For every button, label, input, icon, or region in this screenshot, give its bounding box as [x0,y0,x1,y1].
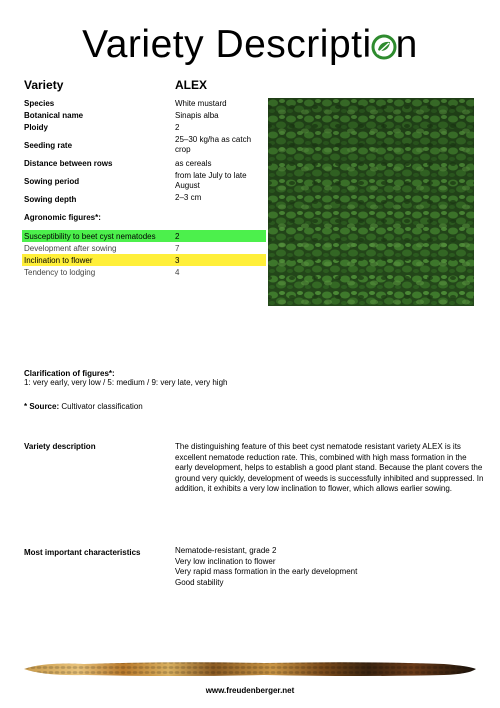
list-item: Very rapid mass formation in the early development [175,567,358,576]
agronomic-heading: Agronomic figures*: [24,213,101,222]
list-item: Good stability [175,577,224,587]
agronomic-label: Tendency to lodging [24,268,96,277]
detail-label: Botanical name [24,111,84,120]
clarification-heading: Clarification of figures*: [24,369,115,378]
page-title-text-start: Variety Descripti [82,23,372,66]
clarification-text: 1: very early, very low / 5: medium / 9: very late, very high [24,378,228,387]
agronomic-value: 4 [175,268,180,277]
agronomic-label: Development after sowing [24,244,117,253]
detail-value: 25–30 kg/ha as catch crop [175,135,252,154]
mustard-field-photo [268,98,474,306]
footer-url[interactable]: www.freudenberger.net [205,686,295,695]
detail-label: Ploidy [24,123,49,132]
detail-label: Sowing period [24,177,80,186]
page-title [0,22,500,68]
list-item: Very low inclination to flower [175,556,276,566]
characteristics-label: Most important characteristics [24,548,141,557]
seed-banner [24,660,476,678]
detail-value: Sinapis alba [175,111,219,120]
detail-value: from late July to late August [175,171,247,190]
agronomic-value: 2 [175,232,180,241]
detail-label: Sowing depth [24,195,77,204]
variety-value: ALEX [175,78,208,92]
detail-value: 2–3 cm [175,193,202,202]
page-title-text-end: n [395,23,418,66]
list-item: Nematode-resistant, grade 2 [175,546,277,555]
agronomic-value: 7 [175,244,180,253]
source-line [24,402,143,412]
detail-value: as cereals [175,159,212,168]
detail-value: 2 [175,123,180,132]
agronomic-label: Inclination to flower [24,256,93,265]
detail-label: Distance between rows [24,159,113,168]
detail-label: Seeding rate [24,141,73,150]
source-text: Cultivator classification [59,402,143,411]
agronomic-label: Susceptibility to beet cyst nematodes [24,232,156,241]
agronomic-value: 3 [175,256,180,265]
characteristics-list [175,546,485,588]
source-label: * Source: [24,402,60,411]
detail-value: White mustard [175,99,227,108]
variety-description-text: The distinguishing feature of this beet cyst nematode resistant variety ALEX is its excellent nematode reduction rate. This, combined with high mass formation in the early development, helps to establish a good plant stand. Because the plant covers the ground very quickly, development of weeds is successfully inhibited and suppressed. In addition, it exhibits a very low inclination to flower, which allows earlier sowing. [175,442,484,493]
variety-label: Variety [24,78,64,92]
detail-label: Species [24,99,55,108]
variety-description-label: Variety description [24,442,96,451]
leaf-logo-icon [371,25,397,51]
